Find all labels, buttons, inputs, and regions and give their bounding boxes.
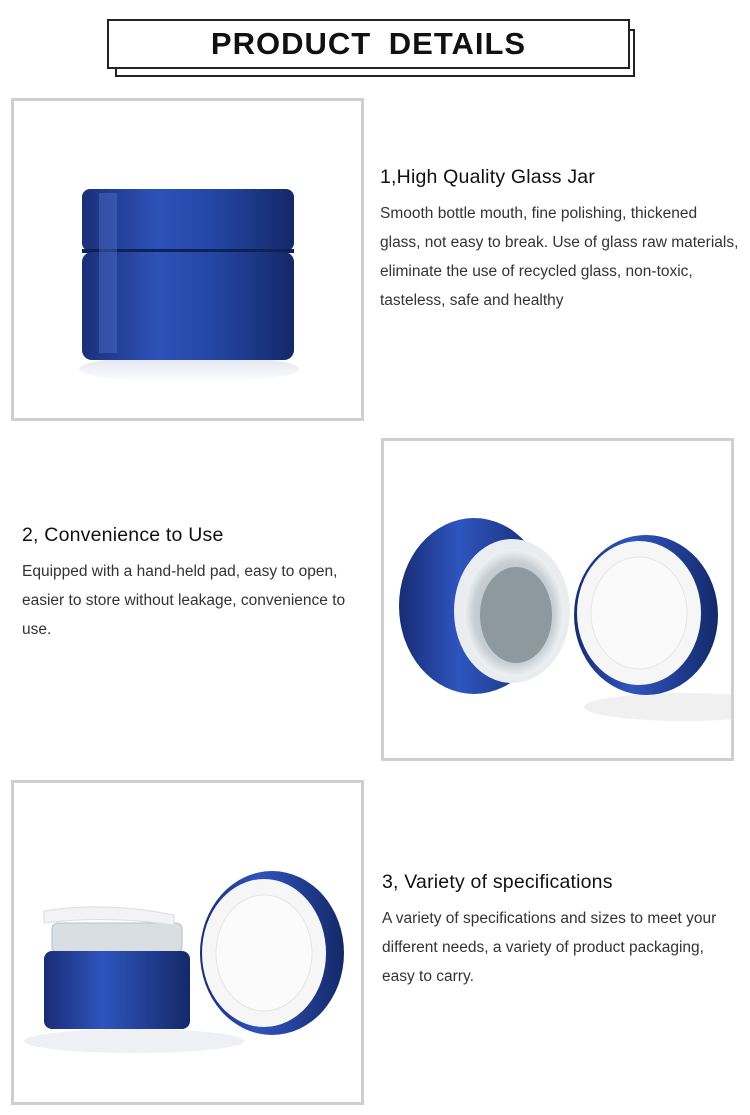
feature-3-title: 3, Variety of specifications [382,871,613,893]
blue-glass-jar-closed-icon [14,101,361,418]
header-banner [107,19,630,69]
feature-3-description: A variety of specifications and sizes to meet your different needs, a variety of product packaging, easy to carry. [382,910,717,985]
blue-glass-jar-open-with-lid-icon [384,441,731,758]
feature-2-description: Equipped with a hand-held pad, easy to open, easier to store without leakage, convenience to use. [22,563,346,638]
feature-2-title: 2, Convenience to Use [22,524,224,546]
feature-1 [380,166,740,315]
feature-1-description: Smooth bottle mouth, fine polishing, thickened glass, not easy to break. Use of glass raw materials, eliminate the use of recycled glass, non-toxic, tasteless, safe and healthy [380,205,739,309]
blue-glass-jar-open-lid-leaning-icon [14,783,361,1102]
feature-2 [22,524,377,644]
feature-1-title: 1,High Quality Glass Jar [380,166,596,188]
product-image-1 [11,98,364,421]
product-image-2 [381,438,734,761]
page-title: PRODUCT DETAILS [210,26,527,61]
feature-3 [382,871,732,991]
product-image-3 [11,780,364,1105]
